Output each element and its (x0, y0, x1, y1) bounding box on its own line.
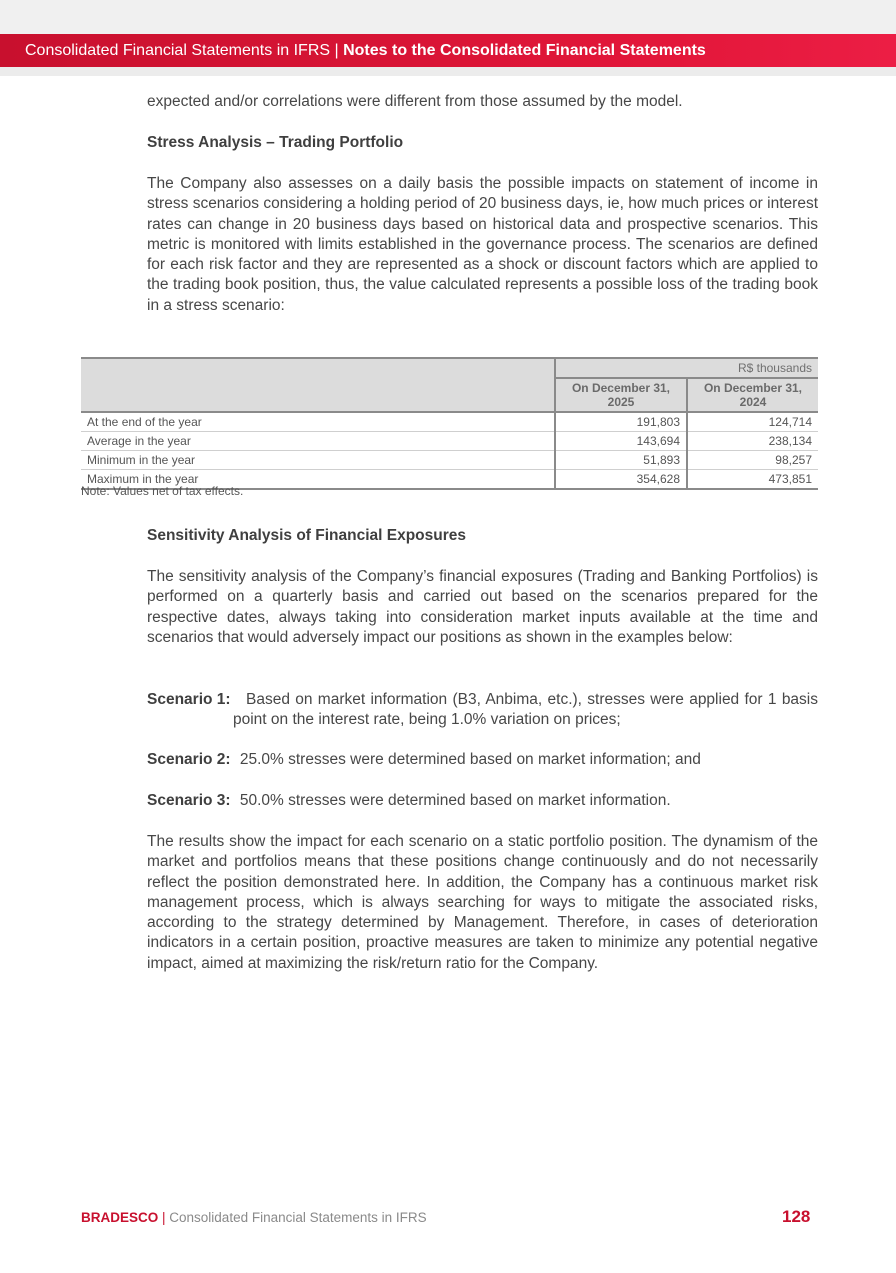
scenario-1 (147, 690, 818, 731)
table-header-blank (81, 358, 555, 412)
value-2025: 143,694 (555, 432, 687, 451)
column-header-2024: On December 31, 2024 (687, 378, 818, 412)
footer-separator: | (158, 1210, 170, 1225)
stress-table (81, 357, 818, 490)
footer-doc-title: Consolidated Financial Statements in IFRS (169, 1210, 427, 1225)
value-2024: 124,714 (687, 412, 818, 432)
page-header-banner (0, 34, 896, 67)
row-label: Average in the year (81, 432, 555, 451)
value-2025: 354,628 (555, 470, 687, 490)
scenario-label: Scenario 3: (147, 792, 231, 809)
row-label: Minimum in the year (81, 451, 555, 470)
intro-line: expected and/or correlations were different from those assumed by the model. (147, 93, 683, 110)
results-paragraph: The results show the impact for each scenario on a static portfolio position. The dynamism of the market and portfolios means that these positions change continuously and do not necessarily reflect the position demonstrated here. In addition, the Company has a continuous market risk management process, which is always searching for ways to mitigate the associated risks, according to the strategy determined by Management. Therefore, in cases of deterioration indicators in a certain position, proactive measures are taken to minimize any potential negative impact, aimed at maximizing the risk/return ratio for the Company. (147, 833, 818, 972)
footer (81, 1210, 427, 1225)
table-row (81, 412, 818, 432)
value-2025: 51,893 (555, 451, 687, 470)
sensitivity-paragraph: The sensitivity analysis of the Company’s financial exposures (Trading and Banking Portfolios) is performed on a quarterly basis and carried out based on the scenarios prepared for the respective dates, always taking into consideration market inputs available at the time and scenarios that would adversely impact our positions as shown in the examples below: (147, 568, 818, 646)
scenario-3 (147, 791, 818, 811)
sensitivity-heading: Sensitivity Analysis of Financial Exposures (147, 527, 467, 544)
scenario-label: Scenario 1: (147, 691, 231, 708)
value-2024: 98,257 (687, 451, 818, 470)
scenario-text: Based on market information (B3, Anbima, etc.), stresses were applied for 1 basis point on the interest rate, being 1.0% variation on prices; (233, 691, 818, 729)
header-title-chapter: Notes to the Consolidated Financial Statements (343, 42, 706, 59)
header-shadow (0, 67, 896, 76)
value-2025: 191,803 (555, 412, 687, 432)
scenario-label: Scenario 2: (147, 751, 231, 768)
column-header-2025: On December 31, 2025 (555, 378, 687, 412)
row-label: At the end of the year (81, 412, 555, 432)
stress-heading: Stress Analysis – Trading Portfolio (147, 134, 404, 151)
table-row (81, 432, 818, 451)
top-margin (0, 0, 896, 34)
footer-brand: BRADESCO (81, 1210, 159, 1225)
scenario-2 (147, 750, 818, 770)
scenario-text: 50.0% stresses were determined based on market information. (239, 792, 671, 809)
row-label: Maximum in the year (81, 470, 555, 490)
page-number: 128 (782, 1207, 811, 1226)
scenario-text: 25.0% stresses were determined based on market information; and (239, 751, 701, 768)
header-title-section: Consolidated Financial Statements in IFRS | (25, 42, 344, 59)
value-2024: 238,134 (687, 432, 818, 451)
value-2024: 473,851 (687, 470, 818, 490)
stress-paragraph: The Company also assesses on a daily basis the possible impacts on statement of income in stress scenarios considering a holding period of 20 business days, ie, how much prices or interest rates can change in 20 business days based on historical data and prospective scenarios. This metric is monitored with limits established in the governance process. The scenarios are defined for each risk factor and they are represented as a shock or discount factors which are applied to the trading book position, thus, the value calculated represents a possible loss of the trading book in a stress scenario: (147, 175, 818, 314)
table-note: Note: Values net of tax effects. (81, 484, 244, 498)
table-unit: R$ thousands (555, 358, 818, 378)
table-row (81, 451, 818, 470)
